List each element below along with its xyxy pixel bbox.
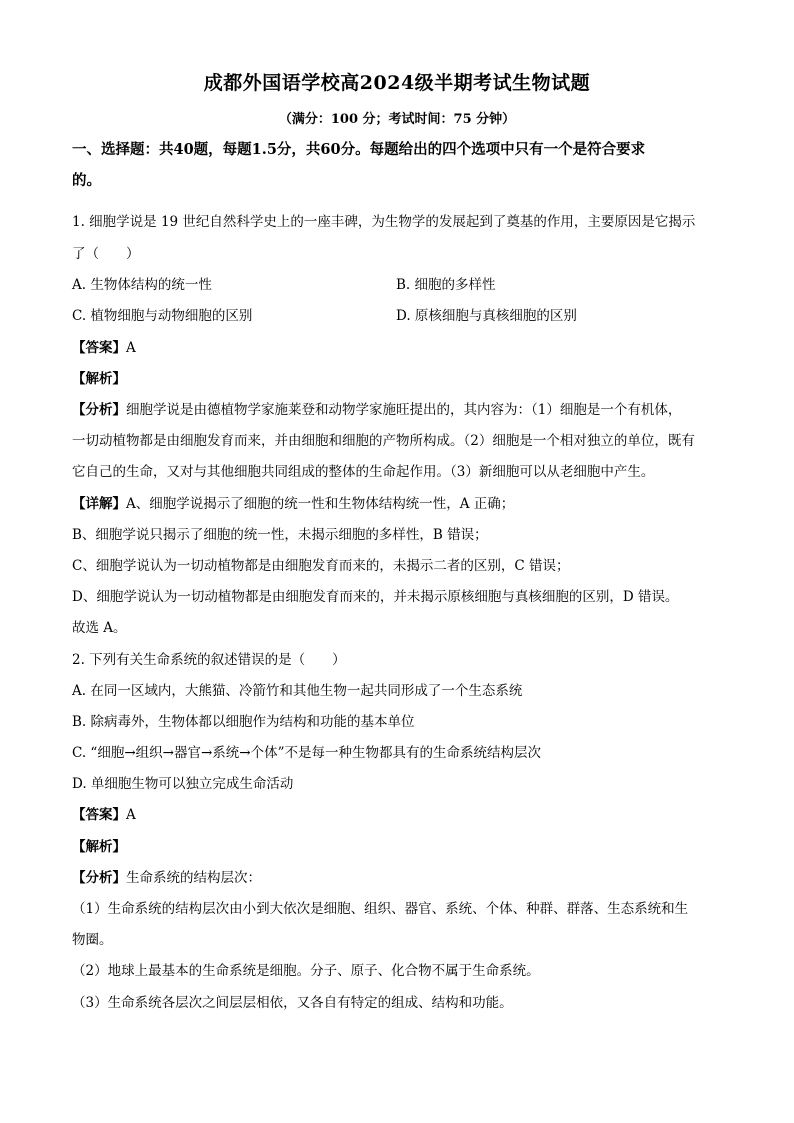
q2-stem: 2. 下列有关生命系统的叙述错误的是（ ） bbox=[72, 652, 346, 668]
q1-fenxi-line1 bbox=[72, 401, 728, 419]
q1-answer bbox=[72, 339, 728, 357]
answer-value: A bbox=[126, 340, 136, 356]
fenxi-tag: 【分析】 bbox=[72, 870, 126, 886]
q1-option-c: C. 植物细胞与动物细胞的区别 bbox=[72, 308, 253, 324]
q1-option-b: B. 细胞的多样性 bbox=[396, 277, 496, 293]
exam-info: （满分：100 分；考试时间：75 分钟） bbox=[278, 112, 516, 127]
q2-option-c: C. “细胞→组织→器官→系统→个体”不是每一种生物都具有的生命系统结构层次 bbox=[72, 745, 541, 761]
q1-xiangjie-line1 bbox=[72, 495, 728, 513]
q1-stem-line2: 了（ ） bbox=[72, 246, 140, 262]
section-heading-line1: 一、选择题：共40题，每题1.5分，共60分。每题给出的四个选项中只有一个是符合要求 bbox=[72, 141, 646, 158]
q2-analysis-tag bbox=[72, 838, 728, 856]
fenxi-tag: 【分析】 bbox=[72, 402, 126, 418]
q2-point2: （2）地球上最基本的生命系统是细胞。分子、原子、化合物不属于生命系统。 bbox=[72, 963, 540, 979]
q1-option-d: D. 原核细胞与真核细胞的区别 bbox=[396, 308, 577, 324]
fenxi-text: 细胞学说是由德植物学家施莱登和动物学家施旺提出的，其内容为：（1）细胞是一个有机体， bbox=[126, 402, 682, 418]
q1-xiangjie-line4: D、细胞学说认为一切动植物都是由细胞发育而来的，并未揭示原核细胞与真核细胞的区别，D 错误。 bbox=[72, 589, 679, 605]
fenxi-text: 生命系统的结构层次： bbox=[126, 870, 261, 886]
q2-point1-line2: 物圈。 bbox=[72, 932, 113, 948]
q2-option-d: D. 单细胞生物可以独立完成生命活动 bbox=[72, 776, 294, 792]
xiangjie-text: A、细胞学说揭示了细胞的统一性和生物体结构统一性，A 正确； bbox=[126, 496, 515, 512]
answer-tag: 【答案】 bbox=[72, 340, 126, 356]
q2-option-a: A. 在同一区域内，大熊猫、冷箭竹和其他生物一起共同形成了一个生态系统 bbox=[72, 683, 523, 699]
answer-tag: 【答案】 bbox=[72, 807, 126, 823]
q2-option-b: B. 除病毒外，生物体都以细胞作为结构和功能的基本单位 bbox=[72, 714, 415, 730]
q2-answer bbox=[72, 806, 728, 824]
answer-value: A bbox=[126, 807, 136, 823]
xiangjie-tag: 【详解】 bbox=[72, 496, 126, 512]
q1-xiangjie-line2: B、细胞学说只揭示了细胞的统一性，未揭示细胞的多样性，B 错误； bbox=[72, 527, 488, 543]
q2-point3: （3）生命系统各层次之间层层相依，又各自有特定的组成、结构和功能。 bbox=[72, 995, 513, 1011]
q1-fenxi-line3: 它自己的生命，又对与其他细胞共同组成的整体的生命起作用。（3）新细胞可以从老细胞中产生。 bbox=[72, 464, 655, 480]
q1-fenxi-line2: 一切动植物都是由细胞发育而来，并由细胞和细胞的产物所构成。（2）细胞是一个相对独立的单位，既有 bbox=[72, 433, 695, 449]
q1-conclusion: 故选 A。 bbox=[72, 620, 127, 636]
analysis-tag: 【解析】 bbox=[72, 839, 126, 855]
section-heading-line2: 的。 bbox=[72, 172, 101, 189]
analysis-tag: 【解析】 bbox=[72, 371, 126, 387]
page-title: 成都外国语学校高2024级半期考试生物试题 bbox=[203, 72, 591, 94]
q1-stem-line1: 1. 细胞学说是 19 世纪自然科学史上的一座丰碑，为生物学的发展起到了奠基的作用，主要原因是它揭示 bbox=[72, 214, 696, 230]
q2-fenxi-head bbox=[72, 869, 728, 887]
q1-xiangjie-line3: C、细胞学说认为一切动植物都是由细胞发育而来的，未揭示二者的区别，C 错误； bbox=[72, 558, 570, 574]
q2-point1-line1: （1）生命系统的结构层次由小到大依次是细胞、组织、器官、系统、个体、种群、群落、生态系统和生 bbox=[72, 901, 689, 917]
q1-analysis-tag bbox=[72, 370, 728, 388]
q1-option-a: A. 生物体结构的统一性 bbox=[72, 277, 212, 293]
